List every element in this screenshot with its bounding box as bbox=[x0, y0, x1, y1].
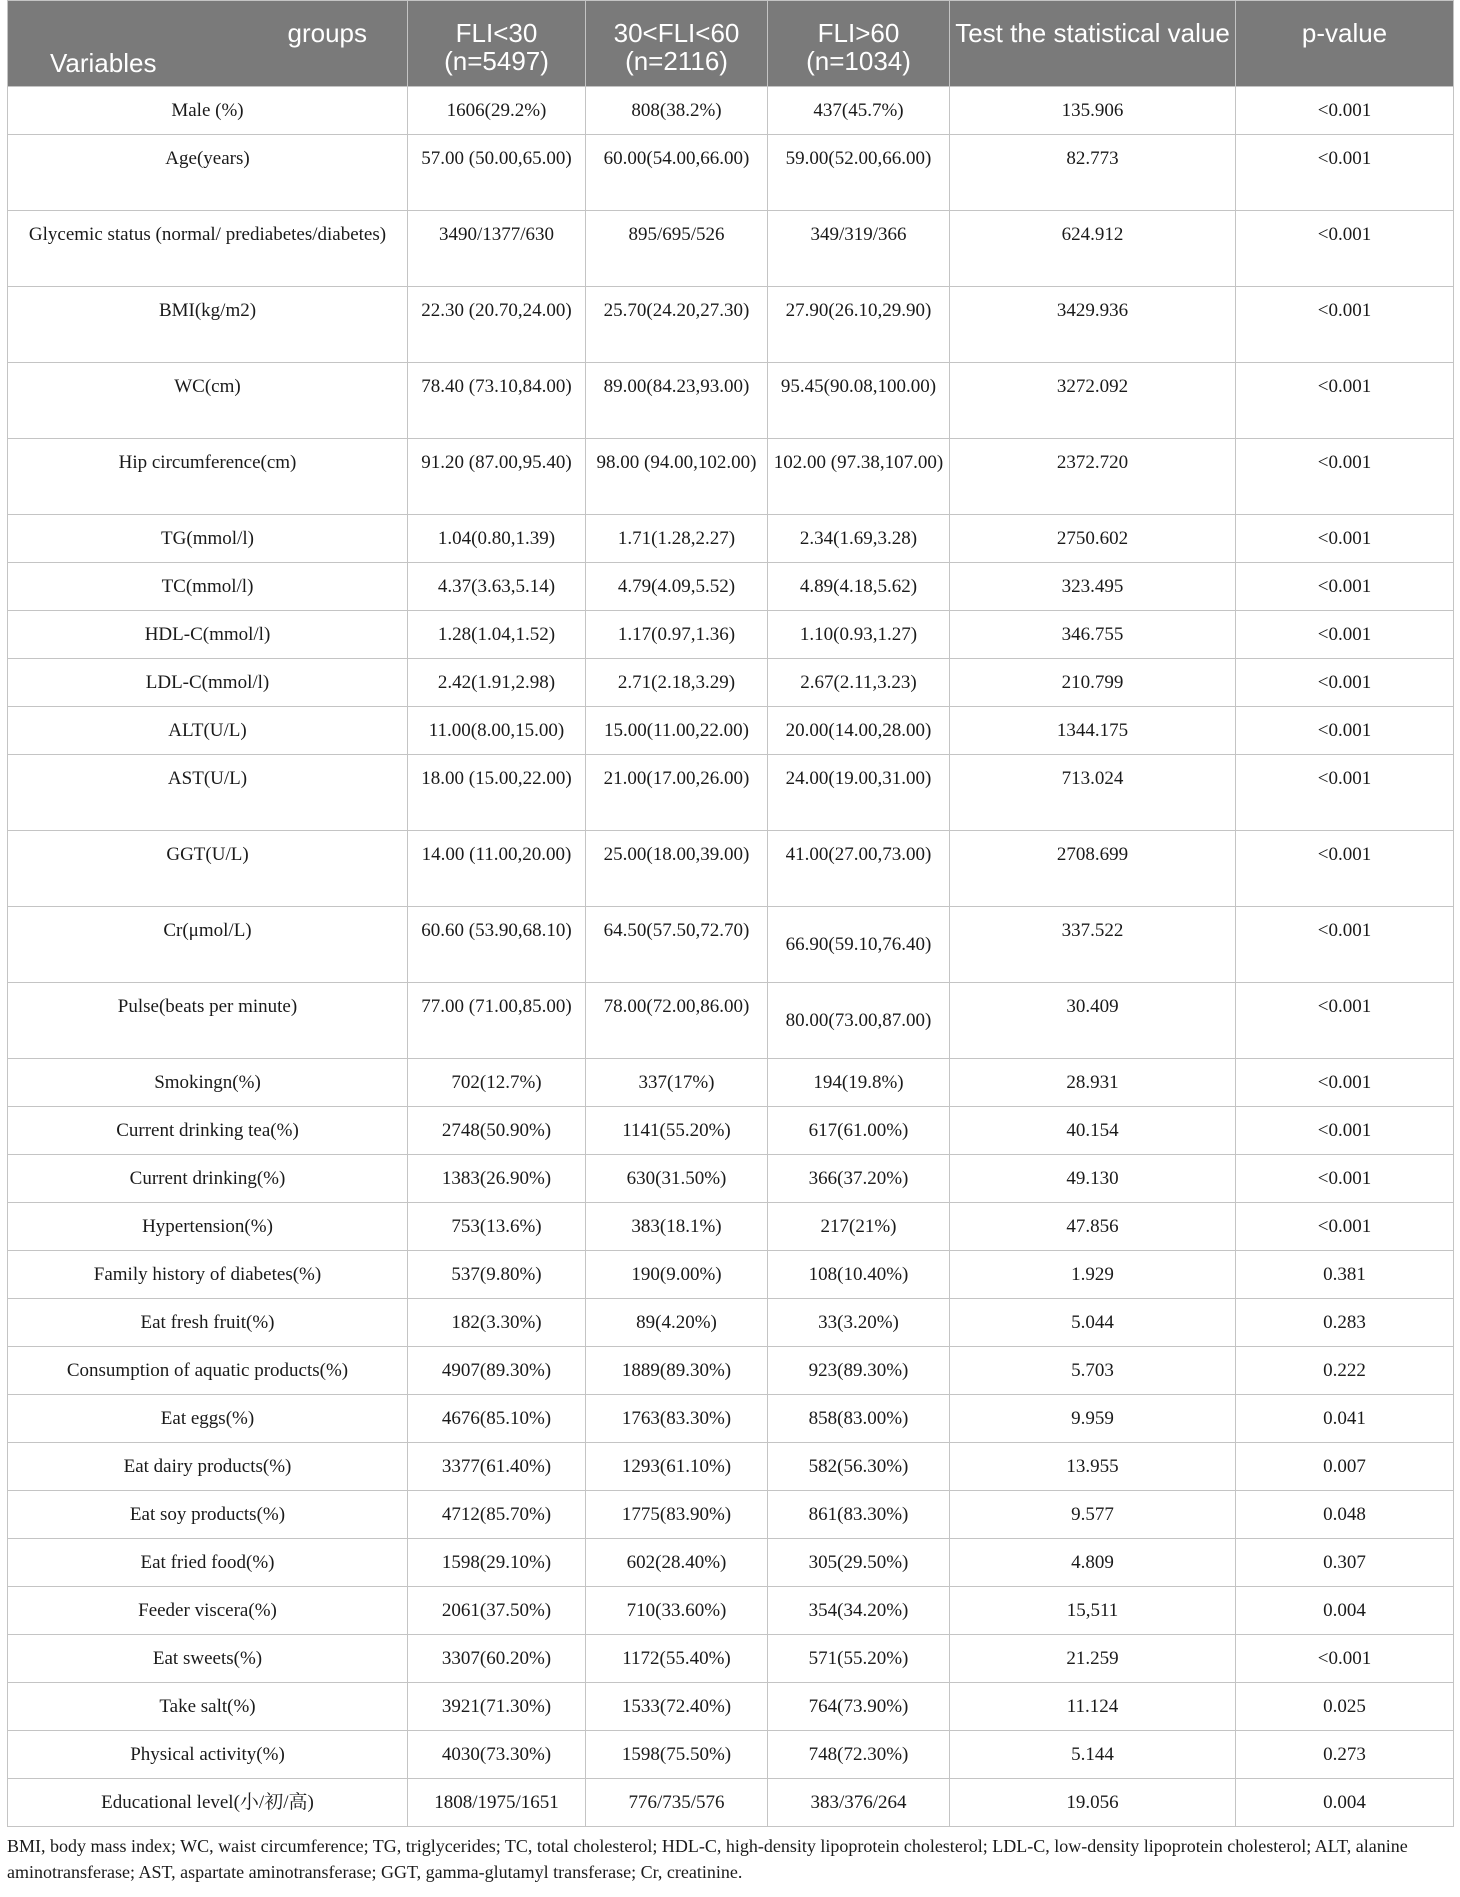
cell-fli-ge-60: 4.89(4.18,5.62) bbox=[768, 563, 950, 611]
column-header-fli-ge-60: FLI>60 (n=1034) bbox=[768, 1, 950, 87]
table-row bbox=[8, 1443, 1454, 1491]
cell-p-value: 0.004 bbox=[1236, 1587, 1454, 1635]
cell-fli-lt-30: 702(12.7%) bbox=[408, 1059, 586, 1107]
cell-p-value: <0.001 bbox=[1236, 1635, 1454, 1683]
cell-variable: HDL-C(mmol/l) bbox=[8, 611, 408, 659]
cell-fli-lt-30: 22.30 (20.70,24.00) bbox=[408, 287, 586, 363]
cell-p-value: <0.001 bbox=[1236, 87, 1454, 135]
cell-p-value: 0.025 bbox=[1236, 1683, 1454, 1731]
cell-fli-ge-60: 748(72.30%) bbox=[768, 1731, 950, 1779]
cell-fli-ge-60: 95.45(90.08,100.00) bbox=[768, 363, 950, 439]
cell-p-value: <0.001 bbox=[1236, 515, 1454, 563]
cell-fli-lt-30: 2748(50.90%) bbox=[408, 1107, 586, 1155]
cell-statistic: 713.024 bbox=[950, 755, 1236, 831]
table-row bbox=[8, 563, 1454, 611]
cell-statistic: 624.912 bbox=[950, 211, 1236, 287]
cell-p-value: <0.001 bbox=[1236, 363, 1454, 439]
cell-statistic: 82.773 bbox=[950, 135, 1236, 211]
column-header-fli-30-60: 30<FLI<60 (n=2116) bbox=[586, 1, 768, 87]
cell-fli-ge-60: 858(83.00%) bbox=[768, 1395, 950, 1443]
cell-fli-30-60: 1293(61.10%) bbox=[586, 1443, 768, 1491]
cell-fli-30-60: 1141(55.20%) bbox=[586, 1107, 768, 1155]
table-row bbox=[8, 1635, 1454, 1683]
cell-fli-30-60: 89(4.20%) bbox=[586, 1299, 768, 1347]
cell-fli-ge-60: 24.00(19.00,31.00) bbox=[768, 755, 950, 831]
cell-variable: Eat sweets(%) bbox=[8, 1635, 408, 1683]
cell-fli-lt-30: 91.20 (87.00,95.40) bbox=[408, 439, 586, 515]
cell-variable: Hip circumference(cm) bbox=[8, 439, 408, 515]
cell-statistic: 2708.699 bbox=[950, 831, 1236, 907]
cell-fli-ge-60: 66.90(59.10,76.40) bbox=[768, 907, 950, 983]
cell-variable: WC(cm) bbox=[8, 363, 408, 439]
cell-statistic: 28.931 bbox=[950, 1059, 1236, 1107]
table-row bbox=[8, 1491, 1454, 1539]
cell-p-value: <0.001 bbox=[1236, 831, 1454, 907]
variables-label: Variables bbox=[50, 48, 157, 78]
cell-variable: Eat soy products(%) bbox=[8, 1491, 408, 1539]
cell-p-value: <0.001 bbox=[1236, 707, 1454, 755]
table-row bbox=[8, 1587, 1454, 1635]
cell-fli-30-60: 1763(83.30%) bbox=[586, 1395, 768, 1443]
cell-fli-ge-60: 2.34(1.69,3.28) bbox=[768, 515, 950, 563]
cell-variable: Educational level(小/初/高) bbox=[8, 1779, 408, 1827]
cell-fli-lt-30: 57.00 (50.00,65.00) bbox=[408, 135, 586, 211]
cell-variable: Hypertension(%) bbox=[8, 1203, 408, 1251]
cell-variable: Consumption of aquatic products(%) bbox=[8, 1347, 408, 1395]
cell-statistic: 5.703 bbox=[950, 1347, 1236, 1395]
cell-statistic: 9.959 bbox=[950, 1395, 1236, 1443]
cell-fli-lt-30: 1.04(0.80,1.39) bbox=[408, 515, 586, 563]
cell-variable: Glycemic status (normal/ prediabetes/diabetes) bbox=[8, 211, 408, 287]
cell-statistic: 1344.175 bbox=[950, 707, 1236, 755]
cell-p-value: 0.273 bbox=[1236, 1731, 1454, 1779]
cell-p-value: <0.001 bbox=[1236, 907, 1454, 983]
cell-p-value: <0.001 bbox=[1236, 755, 1454, 831]
cell-fli-ge-60: 27.90(26.10,29.90) bbox=[768, 287, 950, 363]
table-footnote: BMI, body mass index; WC, waist circumference; TG, triglycerides; TC, total cholesterol; HDL-C, high-density lipoprotein cholesterol; LDL-C, low-density lipoprotein cholesterol; ALT, alanine aminotransferase; AST, aspartate aminotransferase; GGT, gamma-glutamyl transferase; Cr, creatinine. bbox=[7, 1836, 1408, 1882]
table-row bbox=[8, 1059, 1454, 1107]
table-row bbox=[8, 1683, 1454, 1731]
cell-fli-lt-30: 3307(60.20%) bbox=[408, 1635, 586, 1683]
cell-fli-lt-30: 77.00 (71.00,85.00) bbox=[408, 983, 586, 1059]
cell-p-value: <0.001 bbox=[1236, 1155, 1454, 1203]
cell-p-value: 0.004 bbox=[1236, 1779, 1454, 1827]
cell-fli-lt-30: 1.28(1.04,1.52) bbox=[408, 611, 586, 659]
table-row bbox=[8, 831, 1454, 907]
column-header-statistic: Test the statistical value bbox=[950, 1, 1236, 87]
cell-fli-ge-60: 383/376/264 bbox=[768, 1779, 950, 1827]
table-row bbox=[8, 287, 1454, 363]
cell-statistic: 337.522 bbox=[950, 907, 1236, 983]
cell-fli-30-60: 89.00(84.23,93.00) bbox=[586, 363, 768, 439]
cell-p-value: 0.007 bbox=[1236, 1443, 1454, 1491]
cell-statistic: 19.056 bbox=[950, 1779, 1236, 1827]
cell-fli-ge-60: 571(55.20%) bbox=[768, 1635, 950, 1683]
cell-fli-ge-60: 33(3.20%) bbox=[768, 1299, 950, 1347]
table-row bbox=[8, 1539, 1454, 1587]
cell-p-value: 0.381 bbox=[1236, 1251, 1454, 1299]
cell-variable: ALT(U/L) bbox=[8, 707, 408, 755]
table-row bbox=[8, 659, 1454, 707]
cell-statistic: 40.154 bbox=[950, 1107, 1236, 1155]
cell-fli-ge-60: 764(73.90%) bbox=[768, 1683, 950, 1731]
table-row bbox=[8, 1395, 1454, 1443]
cell-fli-ge-60: 582(56.30%) bbox=[768, 1443, 950, 1491]
cell-statistic: 13.955 bbox=[950, 1443, 1236, 1491]
cell-fli-ge-60: 102.00 (97.38,107.00) bbox=[768, 439, 950, 515]
cell-variable: Eat eggs(%) bbox=[8, 1395, 408, 1443]
cell-p-value: <0.001 bbox=[1236, 439, 1454, 515]
cell-fli-30-60: 25.00(18.00,39.00) bbox=[586, 831, 768, 907]
cell-statistic: 5.144 bbox=[950, 1731, 1236, 1779]
cell-fli-30-60: 337(17%) bbox=[586, 1059, 768, 1107]
table-row bbox=[8, 1203, 1454, 1251]
cell-variable: Pulse(beats per minute) bbox=[8, 983, 408, 1059]
cell-p-value: <0.001 bbox=[1236, 611, 1454, 659]
cell-fli-30-60: 78.00(72.00,86.00) bbox=[586, 983, 768, 1059]
cell-fli-30-60: 60.00(54.00,66.00) bbox=[586, 135, 768, 211]
table-row bbox=[8, 87, 1454, 135]
cell-fli-30-60: 1.71(1.28,2.27) bbox=[586, 515, 768, 563]
cell-statistic: 3429.936 bbox=[950, 287, 1236, 363]
cell-fli-30-60: 64.50(57.50,72.70) bbox=[586, 907, 768, 983]
cell-statistic: 2372.720 bbox=[950, 439, 1236, 515]
cell-fli-ge-60: 923(89.30%) bbox=[768, 1347, 950, 1395]
cell-fli-lt-30: 4712(85.70%) bbox=[408, 1491, 586, 1539]
table-row bbox=[8, 363, 1454, 439]
table-row bbox=[8, 1299, 1454, 1347]
cell-fli-lt-30: 4030(73.30%) bbox=[408, 1731, 586, 1779]
cell-fli-lt-30: 537(9.80%) bbox=[408, 1251, 586, 1299]
table-row bbox=[8, 439, 1454, 515]
cell-fli-ge-60: 349/319/366 bbox=[768, 211, 950, 287]
cell-statistic: 30.409 bbox=[950, 983, 1236, 1059]
column-header-p-value: p-value bbox=[1236, 1, 1454, 87]
cell-fli-ge-60: 20.00(14.00,28.00) bbox=[768, 707, 950, 755]
cell-fli-ge-60: 194(19.8%) bbox=[768, 1059, 950, 1107]
table-container bbox=[7, 0, 1453, 1827]
table-row bbox=[8, 1731, 1454, 1779]
cell-variable: Feeder viscera(%) bbox=[8, 1587, 408, 1635]
table-row bbox=[8, 1779, 1454, 1827]
cell-fli-30-60: 383(18.1%) bbox=[586, 1203, 768, 1251]
cell-variable: TC(mmol/l) bbox=[8, 563, 408, 611]
cell-p-value: <0.001 bbox=[1236, 1059, 1454, 1107]
cell-statistic: 210.799 bbox=[950, 659, 1236, 707]
cell-variable: Age(years) bbox=[8, 135, 408, 211]
cell-statistic: 346.755 bbox=[950, 611, 1236, 659]
cell-fli-ge-60: 354(34.20%) bbox=[768, 1587, 950, 1635]
cell-fli-lt-30: 753(13.6%) bbox=[408, 1203, 586, 1251]
cell-variable: BMI(kg/m2) bbox=[8, 287, 408, 363]
cell-fli-30-60: 25.70(24.20,27.30) bbox=[586, 287, 768, 363]
cell-fli-ge-60: 1.10(0.93,1.27) bbox=[768, 611, 950, 659]
table-row bbox=[8, 515, 1454, 563]
cell-fli-ge-60: 59.00(52.00,66.00) bbox=[768, 135, 950, 211]
table-row bbox=[8, 707, 1454, 755]
cell-fli-lt-30: 18.00 (15.00,22.00) bbox=[408, 755, 586, 831]
cell-variable: Smokingn(%) bbox=[8, 1059, 408, 1107]
table-row bbox=[8, 1251, 1454, 1299]
cell-fli-30-60: 1598(75.50%) bbox=[586, 1731, 768, 1779]
cell-statistic: 4.809 bbox=[950, 1539, 1236, 1587]
cell-fli-30-60: 710(33.60%) bbox=[586, 1587, 768, 1635]
cell-statistic: 1.929 bbox=[950, 1251, 1236, 1299]
cell-variable: AST(U/L) bbox=[8, 755, 408, 831]
cell-statistic: 323.495 bbox=[950, 563, 1236, 611]
cell-statistic: 5.044 bbox=[950, 1299, 1236, 1347]
cell-fli-30-60: 776/735/576 bbox=[586, 1779, 768, 1827]
groups-label: groups bbox=[287, 18, 367, 48]
cell-fli-30-60: 98.00 (94.00,102.00) bbox=[586, 439, 768, 515]
table-row bbox=[8, 1107, 1454, 1155]
cell-fli-lt-30: 11.00(8.00,15.00) bbox=[408, 707, 586, 755]
cell-p-value: <0.001 bbox=[1236, 983, 1454, 1059]
cell-fli-30-60: 15.00(11.00,22.00) bbox=[586, 707, 768, 755]
cell-p-value: <0.001 bbox=[1236, 563, 1454, 611]
cell-variable: LDL-C(mmol/l) bbox=[8, 659, 408, 707]
cell-fli-30-60: 1775(83.90%) bbox=[586, 1491, 768, 1539]
cell-fli-30-60: 1172(55.40%) bbox=[586, 1635, 768, 1683]
cell-fli-ge-60: 2.67(2.11,3.23) bbox=[768, 659, 950, 707]
cell-statistic: 49.130 bbox=[950, 1155, 1236, 1203]
cell-fli-lt-30: 78.40 (73.10,84.00) bbox=[408, 363, 586, 439]
cell-fli-30-60: 630(31.50%) bbox=[586, 1155, 768, 1203]
cell-p-value: 0.222 bbox=[1236, 1347, 1454, 1395]
cell-fli-30-60: 1533(72.40%) bbox=[586, 1683, 768, 1731]
cell-p-value: <0.001 bbox=[1236, 659, 1454, 707]
cell-variable: Current drinking(%) bbox=[8, 1155, 408, 1203]
cell-fli-lt-30: 3377(61.40%) bbox=[408, 1443, 586, 1491]
cell-variable: Eat fresh fruit(%) bbox=[8, 1299, 408, 1347]
cell-p-value: <0.001 bbox=[1236, 1107, 1454, 1155]
cell-statistic: 135.906 bbox=[950, 87, 1236, 135]
cell-fli-lt-30: 14.00 (11.00,20.00) bbox=[408, 831, 586, 907]
table-row bbox=[8, 1347, 1454, 1395]
table-row bbox=[8, 907, 1454, 983]
table-body bbox=[8, 87, 1454, 1827]
data-table bbox=[7, 0, 1454, 1827]
cell-fli-ge-60: 437(45.7%) bbox=[768, 87, 950, 135]
cell-p-value: <0.001 bbox=[1236, 1203, 1454, 1251]
cell-fli-ge-60: 305(29.50%) bbox=[768, 1539, 950, 1587]
header-row bbox=[8, 1, 1454, 87]
cell-fli-lt-30: 1383(26.90%) bbox=[408, 1155, 586, 1203]
cell-fli-lt-30: 4.37(3.63,5.14) bbox=[408, 563, 586, 611]
cell-statistic: 2750.602 bbox=[950, 515, 1236, 563]
cell-p-value: <0.001 bbox=[1236, 287, 1454, 363]
cell-statistic: 9.577 bbox=[950, 1491, 1236, 1539]
cell-fli-ge-60: 41.00(27.00,73.00) bbox=[768, 831, 950, 907]
cell-p-value: 0.041 bbox=[1236, 1395, 1454, 1443]
cell-fli-30-60: 2.71(2.18,3.29) bbox=[586, 659, 768, 707]
column-header-fli-lt-30: FLI<30 (n=5497) bbox=[408, 1, 586, 87]
table-row bbox=[8, 611, 1454, 659]
cell-fli-ge-60: 217(21%) bbox=[768, 1203, 950, 1251]
cell-fli-30-60: 1889(89.30%) bbox=[586, 1347, 768, 1395]
table-row bbox=[8, 135, 1454, 211]
cell-fli-30-60: 895/695/526 bbox=[586, 211, 768, 287]
cell-statistic: 21.259 bbox=[950, 1635, 1236, 1683]
cell-variable: GGT(U/L) bbox=[8, 831, 408, 907]
cell-p-value: <0.001 bbox=[1236, 135, 1454, 211]
cell-fli-lt-30: 4907(89.30%) bbox=[408, 1347, 586, 1395]
cell-statistic: 11.124 bbox=[950, 1683, 1236, 1731]
cell-fli-ge-60: 366(37.20%) bbox=[768, 1155, 950, 1203]
cell-fli-30-60: 808(38.2%) bbox=[586, 87, 768, 135]
cell-fli-ge-60: 861(83.30%) bbox=[768, 1491, 950, 1539]
cell-fli-lt-30: 4676(85.10%) bbox=[408, 1395, 586, 1443]
cell-fli-ge-60: 108(10.40%) bbox=[768, 1251, 950, 1299]
header-corner-cell bbox=[8, 1, 408, 87]
table-row bbox=[8, 211, 1454, 287]
cell-variable: Current drinking tea(%) bbox=[8, 1107, 408, 1155]
cell-fli-30-60: 21.00(17.00,26.00) bbox=[586, 755, 768, 831]
cell-p-value: 0.048 bbox=[1236, 1491, 1454, 1539]
cell-variable: Male (%) bbox=[8, 87, 408, 135]
cell-p-value: 0.283 bbox=[1236, 1299, 1454, 1347]
cell-variable: TG(mmol/l) bbox=[8, 515, 408, 563]
cell-fli-lt-30: 1598(29.10%) bbox=[408, 1539, 586, 1587]
table-row bbox=[8, 1155, 1454, 1203]
cell-fli-30-60: 602(28.40%) bbox=[586, 1539, 768, 1587]
cell-variable: Eat dairy products(%) bbox=[8, 1443, 408, 1491]
cell-fli-30-60: 4.79(4.09,5.52) bbox=[586, 563, 768, 611]
table-row bbox=[8, 755, 1454, 831]
cell-variable: Family history of diabetes(%) bbox=[8, 1251, 408, 1299]
cell-fli-ge-60: 617(61.00%) bbox=[768, 1107, 950, 1155]
cell-statistic: 47.856 bbox=[950, 1203, 1236, 1251]
cell-variable: Cr(μmol/L) bbox=[8, 907, 408, 983]
cell-fli-lt-30: 60.60 (53.90,68.10) bbox=[408, 907, 586, 983]
cell-fli-lt-30: 3490/1377/630 bbox=[408, 211, 586, 287]
cell-p-value: 0.307 bbox=[1236, 1539, 1454, 1587]
table-row bbox=[8, 983, 1454, 1059]
cell-fli-30-60: 1.17(0.97,1.36) bbox=[586, 611, 768, 659]
cell-variable: Physical activity(%) bbox=[8, 1731, 408, 1779]
cell-fli-lt-30: 182(3.30%) bbox=[408, 1299, 586, 1347]
cell-p-value: <0.001 bbox=[1236, 211, 1454, 287]
cell-fli-lt-30: 1606(29.2%) bbox=[408, 87, 586, 135]
cell-statistic: 3272.092 bbox=[950, 363, 1236, 439]
cell-fli-lt-30: 3921(71.30%) bbox=[408, 1683, 586, 1731]
cell-statistic: 15,511 bbox=[950, 1587, 1236, 1635]
cell-fli-lt-30: 2061(37.50%) bbox=[408, 1587, 586, 1635]
cell-variable: Take salt(%) bbox=[8, 1683, 408, 1731]
cell-fli-lt-30: 2.42(1.91,2.98) bbox=[408, 659, 586, 707]
cell-fli-30-60: 190(9.00%) bbox=[586, 1251, 768, 1299]
cell-fli-lt-30: 1808/1975/1651 bbox=[408, 1779, 586, 1827]
cell-variable: Eat fried food(%) bbox=[8, 1539, 408, 1587]
cell-fli-ge-60: 80.00(73.00,87.00) bbox=[768, 983, 950, 1059]
